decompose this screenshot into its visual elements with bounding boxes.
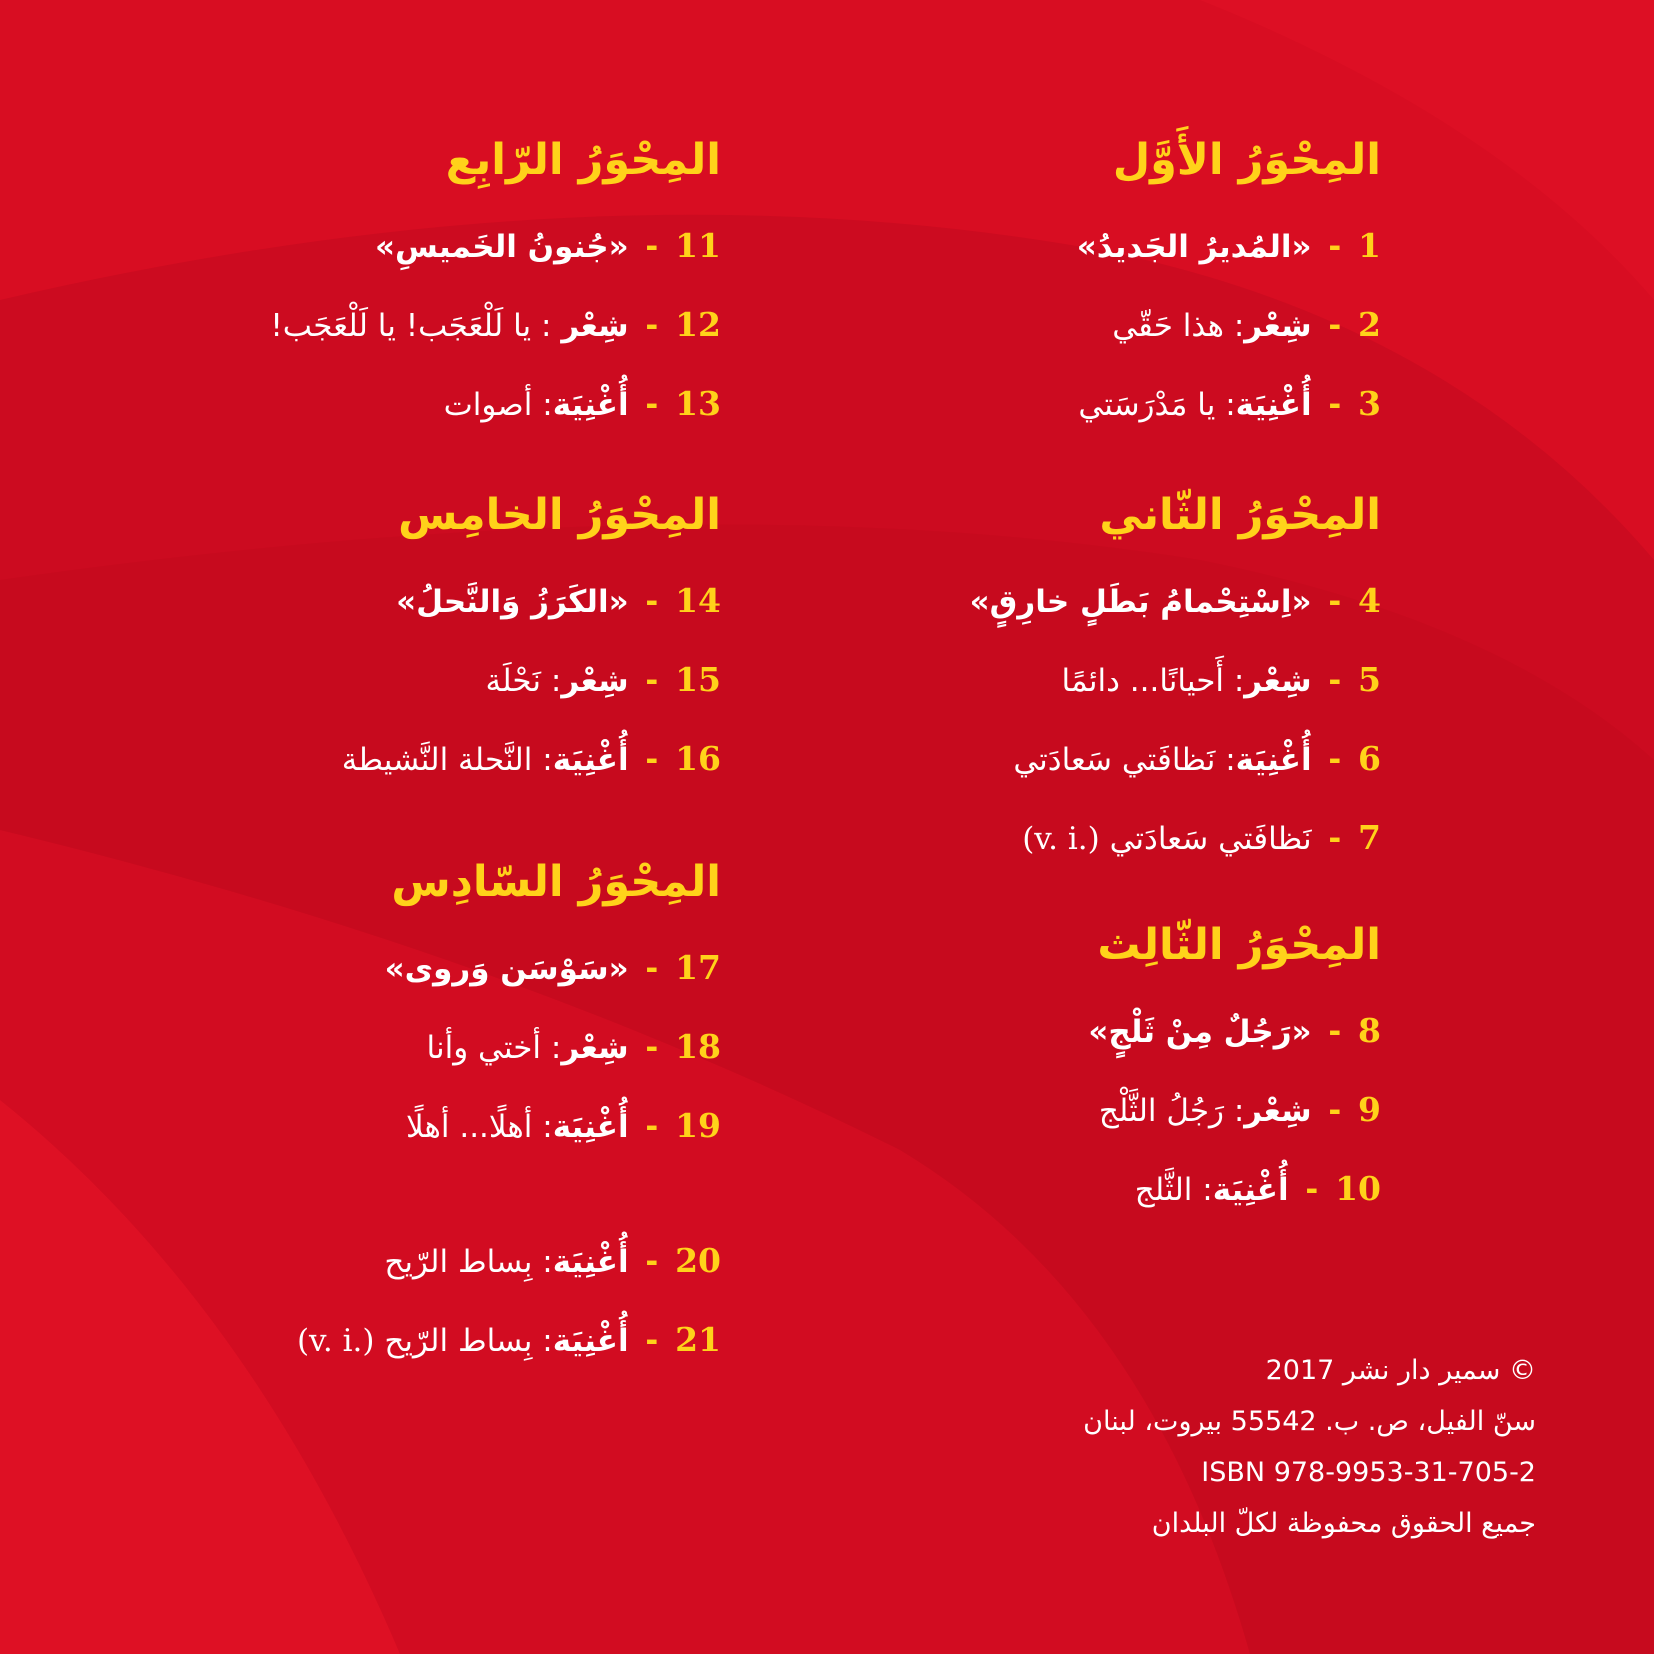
item-type-label: شِعْر [561, 1030, 629, 1066]
list-item: 18 - شِعْر: أختي وأنا [1, 1007, 721, 1086]
list-item: 21 - أُغْنِيَة: بِساط الرّيح (v. i.) [1, 1300, 721, 1379]
item-number: 20 [675, 1241, 721, 1280]
section-3 [761, 915, 1381, 1228]
item-type-label: أُغْنِيَة [552, 742, 629, 778]
item-number: 4 [1358, 581, 1381, 620]
copyright-line: © سمير دار نشر 2017 [1265, 1355, 1536, 1386]
publisher-address: سنّ الفيل، ص. ب. 55542 بيروت، لبنان [1083, 1406, 1536, 1437]
item-title: «جُنونُ الخَميسِ» [375, 229, 629, 265]
list-item: 13 - أُغْنِيَة: أصوات [1, 364, 721, 443]
item-title: «المُديرُ الجَديدُ» [1076, 229, 1312, 265]
section-6 [1, 852, 721, 1165]
item-number: 10 [1335, 1169, 1381, 1208]
list-item: 3 - أُغْنِيَة: يا مَدْرَسَتي [761, 364, 1381, 443]
item-number: 13 [675, 384, 721, 423]
item-title: أَحيانًا... دائمًا [1061, 663, 1224, 699]
item-title: أهلًا... أهلًا [406, 1109, 533, 1145]
contents-column-right [761, 130, 1381, 1228]
item-number: 3 [1358, 384, 1381, 423]
section-heading: المِحْوَرُ الرّابِع [445, 135, 721, 185]
list-item: 15 - شِعْر: نَحْلَة [1, 640, 721, 719]
item-title: يا مَدْرَسَتي [1078, 387, 1216, 423]
list-item: 9 - شِعْر: رَجُلُ الثَّلْج [761, 1070, 1381, 1149]
item-type-label: شِعْر [1244, 308, 1312, 344]
item-number: 7 [1358, 818, 1381, 857]
item-type-label: أُغْنِيَة [1212, 1172, 1289, 1208]
item-type-label: شِعْر [561, 663, 629, 699]
section-2 [761, 485, 1381, 877]
list-item: 5 - شِعْر: أَحيانًا... دائمًا [761, 640, 1381, 719]
rights-notice: جميع الحقوق محفوظة لكلّ البلدان [1151, 1508, 1536, 1539]
list-item: 12 - شِعْر : يا لَلْعَجَب! يا لَلْعَجَب! [1, 285, 721, 364]
item-number: 5 [1358, 660, 1381, 699]
contents-column-left [1, 130, 721, 1379]
item-title: نَحْلَة [485, 663, 542, 699]
section-5 [1, 485, 721, 798]
item-number: 6 [1358, 739, 1381, 778]
item-title: النَّحلة النَّشيطة [341, 742, 533, 778]
list-item: 2 - شِعْر: هذا حَقّي [761, 285, 1381, 364]
list-item: 1 - «المُديرُ الجَديدُ» [761, 206, 1381, 285]
item-title: بِساط الرّيح [384, 1244, 533, 1280]
item-number: 2 [1358, 305, 1381, 344]
section-heading: المِحْوَرُ الثّالِث [1097, 920, 1381, 970]
item-type-label: أُغْنِيَة [552, 1323, 629, 1359]
item-title: بِساط الرّيح [384, 1323, 533, 1359]
item-number: 12 [675, 305, 721, 344]
item-title: نَظافَتي سَعادَتي [1109, 821, 1312, 857]
section-4 [1, 130, 721, 443]
item-version-note: (v. i.) [1022, 821, 1100, 857]
list-item: 10 - أُغْنِيَة: الثَّلج [761, 1149, 1381, 1228]
section-heading: المِحْوَرُ السّادِس [391, 857, 721, 907]
list-item: 8 - «رَجُلٌ مِنْ ثَلْجٍ» [761, 991, 1381, 1070]
item-type-label: أُغْنِيَة [552, 1109, 629, 1145]
section-1 [761, 130, 1381, 443]
copyright-block [1016, 1345, 1536, 1549]
item-number: 14 [675, 581, 721, 620]
item-title: رَجُلُ الثَّلْج [1098, 1093, 1224, 1129]
item-type-label: أُغْنِيَة [1235, 742, 1312, 778]
item-title: يا لَلْعَجَب! يا لَلْعَجَب! [270, 308, 532, 344]
item-type-label: أُغْنِيَة [552, 1244, 629, 1280]
item-title: «اِسْتِحْمامُ بَطَلٍ خارِقٍ» [969, 584, 1312, 620]
item-number: 9 [1358, 1090, 1381, 1129]
item-title: «سَوْسَن وَروى» [384, 951, 629, 987]
item-title: هذا حَقّي [1112, 308, 1224, 344]
item-number: 17 [675, 948, 721, 987]
section-heading: المِحْوَرُ الثّاني [1099, 490, 1381, 540]
item-number: 21 [675, 1320, 721, 1359]
list-item: 14 - «الكَرَزُ وَالنَّحلُ» [1, 561, 721, 640]
section-heading: المِحْوَرُ الأَوَّل [1112, 135, 1381, 185]
item-title: «رَجُلٌ مِنْ ثَلْجٍ» [1088, 1014, 1312, 1050]
item-title: نَظافَتي سَعادَتي [1013, 742, 1216, 778]
list-item: 16 - أُغْنِيَة: النَّحلة النَّشيطة [1, 719, 721, 798]
list-item: 19 - أُغْنِيَة: أهلًا... أهلًا [1, 1086, 721, 1165]
item-type-label: شِعْر [561, 308, 629, 344]
item-type-label: أُغْنِيَة [1235, 387, 1312, 423]
item-title: الثَّلج [1134, 1172, 1193, 1208]
item-number: 1 [1358, 226, 1381, 265]
item-version-note: (v. i.) [296, 1323, 375, 1359]
isbn: ISBN 978-9953-31-705-2 [1201, 1457, 1536, 1488]
section-heading: المِحْوَرُ الخامِس [398, 490, 721, 540]
item-number: 11 [675, 226, 721, 265]
list-item: 11 - «جُنونُ الخَميسِ» [1, 206, 721, 285]
item-type-label: أُغْنِيَة [552, 387, 629, 423]
item-number: 16 [675, 739, 721, 778]
list-item: 7 - نَظافَتي سَعادَتي (v. i.) [761, 798, 1381, 877]
item-type-label: شِعْر [1244, 663, 1312, 699]
item-title: أصوات [443, 387, 533, 423]
list-item: 6 - أُغْنِيَة: نَظافَتي سَعادَتي [761, 719, 1381, 798]
item-type-label: شِعْر [1244, 1093, 1312, 1129]
item-number: 18 [675, 1027, 721, 1066]
item-number: 8 [1358, 1011, 1381, 1050]
list-item: 20 - أُغْنِيَة: بِساط الرّيح [1, 1221, 721, 1300]
item-number: 19 [675, 1106, 721, 1145]
item-title: أختي وأنا [426, 1030, 542, 1066]
item-title: «الكَرَزُ وَالنَّحلُ» [396, 584, 629, 620]
item-number: 15 [675, 660, 721, 699]
section-extra-songs [1, 1221, 721, 1379]
list-item: 4 - «اِسْتِحْمامُ بَطَلٍ خارِقٍ» [761, 561, 1381, 640]
list-item: 17 - «سَوْسَن وَروى» [1, 928, 721, 1007]
